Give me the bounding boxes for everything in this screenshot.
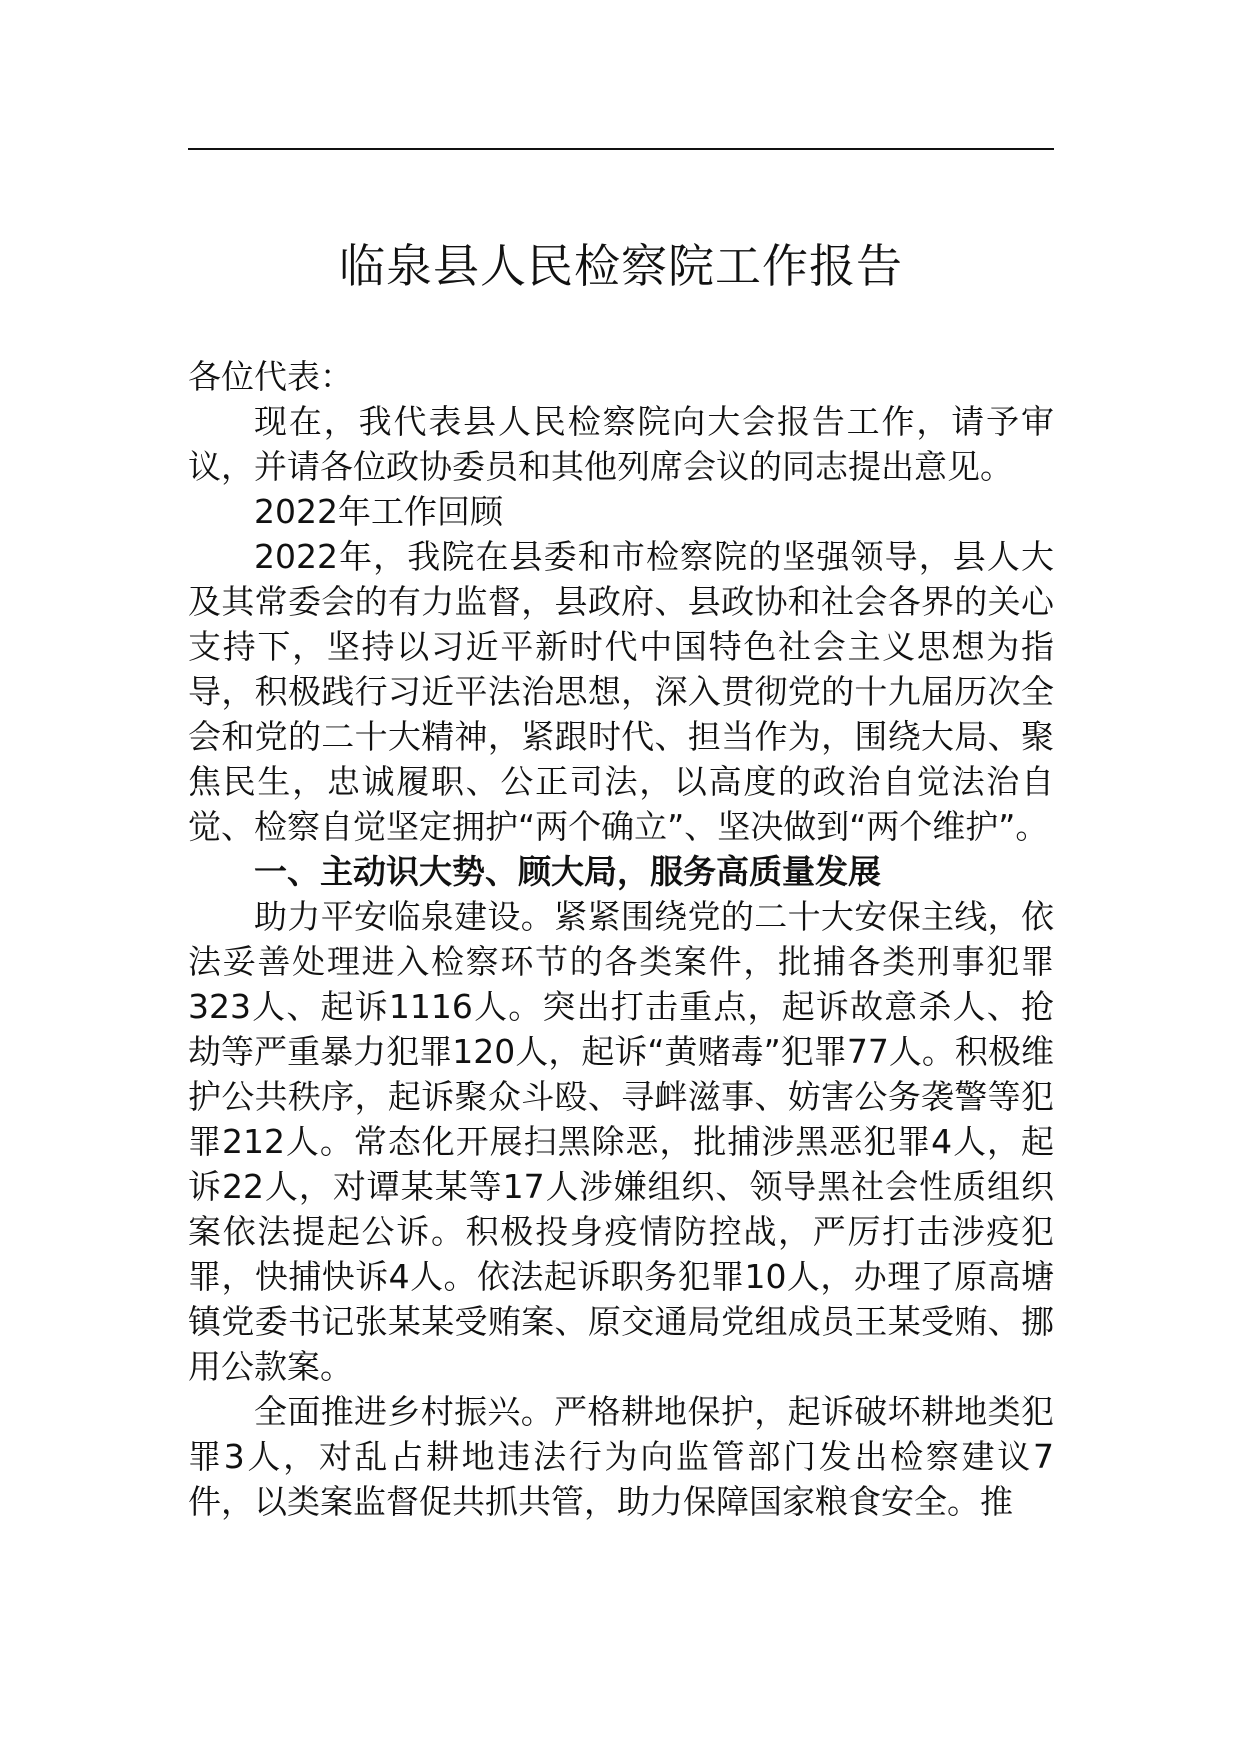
paragraph-intro: 现在，我代表县人民检察院向大会报告工作，请予审议，并请各位政协委员和其他列席会议的同志提出意见。 [188, 402, 1054, 486]
paragraph-rural-revitalization: 全面推进乡村振兴。严格耕地保护，起诉破坏耕地类犯罪3人，对乱占耕地违法行为向监管部门发出检察建议7件，以类案监督促共抓共管，助力保障国家粮食安全。推 [188, 1392, 1054, 1521]
section-heading-one: 一、主动识大势、顾大局，服务高质量发展 [254, 852, 881, 891]
paragraph-safe-linquan: 助力平安临泉建设。紧紧围绕党的二十大安保主线，依法妥善处理进入检察环节的各类案件，批捕各类刑事犯罪323人、起诉1116人。突出打击重点，起诉故意杀人、抢劫等严重暴力犯罪120人，起诉“黄赌毒”犯罪77人。积极维护公共秩序，起诉聚众斗殴、寻衅滋事、妨害公务袭警等犯罪212人。常态化开展扫黑除恶，批捕涉黑恶犯罪4人，起诉22人，对谭某某等17人涉嫌组织、领导黑社会性质组织案依法提起公诉。积极投身疫情防控战，严厉打击涉疫犯罪，快捕快诉4人。依法起诉职务犯罪10人，办理了原高塘镇党委书记张某某受贿案、原交通局党组成员王某受贿、挪用公款案。 [188, 897, 1054, 1386]
header-rule [188, 148, 1054, 150]
document-body [188, 354, 1054, 1524]
section-heading-review: 2022年工作回顾 [254, 492, 503, 531]
paragraph-review-summary: 2022年，我院在县委和市检察院的坚强领导，县人大及其常委会的有力监督，县政府、县政协和社会各界的关心支持下，坚持以习近平新时代中国特色社会主义思想为指导，积极践行习近平法治思想，深入贯彻党的十九届历次全会和党的二十大精神，紧跟时代、担当作为，围绕大局、聚焦民生，忠诚履职、公正司法，以高度的政治自觉法治自觉、检察自觉坚定拥护“两个确立”、坚决做到“两个维护”。 [188, 537, 1054, 846]
document-title: 临泉县人民检察院工作报告 [339, 239, 903, 293]
salutation: 各位代表： [188, 357, 353, 396]
